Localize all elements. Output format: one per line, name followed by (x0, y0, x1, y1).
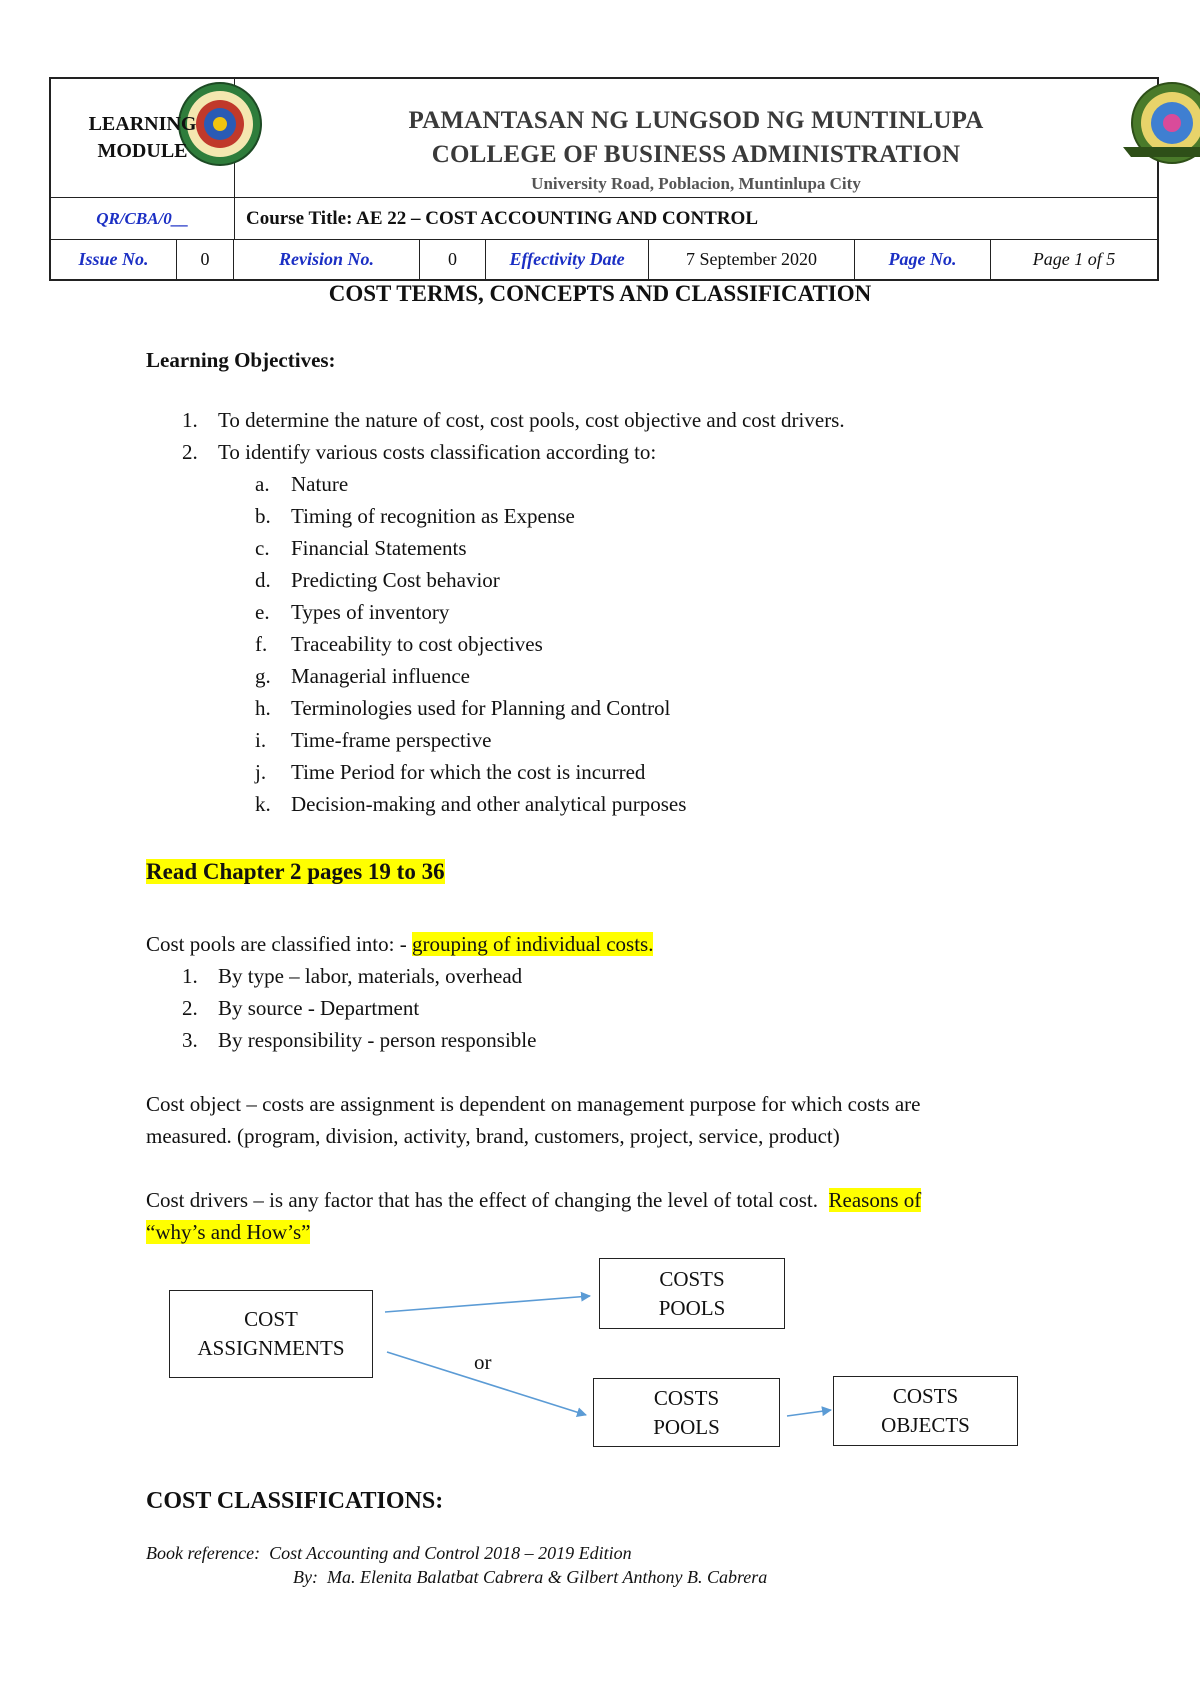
cost-pool-text: By source - Department (218, 996, 420, 1020)
cost-pools-intro-text: Cost pools are classified into: - (146, 932, 412, 956)
cost-pool-text: By responsibility - person responsible (218, 1028, 537, 1052)
cost-drivers-highlight-2: “why’s and How’s” (146, 1220, 311, 1244)
effectivity-label: Effectivity Date (486, 240, 649, 279)
book-authors: By: Ma. Elenita Balatbat Cabrera & Gilbert Anthony B. Cabrera (293, 1567, 768, 1587)
costs-pools-bottom-box (593, 1378, 780, 1447)
objectives-heading: Learning Objectives: (146, 348, 336, 372)
course-title-cell: Course Title: AE 22 – COST ACCOUNTING AND CONTROL (246, 208, 759, 229)
cost-pool-number: 3. (182, 1028, 198, 1052)
sub-objective-letter: e. (255, 600, 270, 624)
cost-classifications-heading: COST CLASSIFICATIONS: (146, 1488, 444, 1514)
sub-objective-text: Timing of recognition as Expense (291, 504, 575, 528)
sub-objective-text: Time-frame perspective (291, 728, 492, 752)
costs-objects-label: COSTS OBJECTS (881, 1384, 970, 1437)
costs-pools-top-box (599, 1258, 785, 1329)
objective-text: To identify various costs classification according to: (218, 440, 657, 464)
sub-objective-letter: f. (255, 632, 268, 656)
cost-object-line-1: Cost object – costs are assignment is dependent on management purpose for which costs are (146, 1092, 921, 1116)
cost-object-line-2: measured. (program, division, activity, brand, customers, project, service, product) (146, 1124, 840, 1148)
sub-objective-text: Terminologies used for Planning and Control (291, 696, 671, 720)
read-chapter-highlight: Read Chapter 2 pages 19 to 36 (146, 859, 445, 884)
cost-pool-number: 2. (182, 996, 198, 1020)
sub-objective-text: Managerial influence (291, 664, 470, 688)
college-name: COLLEGE OF BUSINESS ADMINISTRATION (431, 141, 961, 168)
arrow-assignments-to-pools-top (385, 1296, 590, 1312)
page-value: Page 1 of 5 (1032, 249, 1116, 269)
cost-drivers-highlight-1: Reasons of (828, 1188, 922, 1212)
sub-objective-text: Predicting Cost behavior (291, 568, 500, 592)
cost-drivers-text: Cost drivers – is any factor that has the effect of changing the level of total cost. (146, 1188, 829, 1212)
cost-pool-number: 1. (182, 964, 198, 988)
effectivity-value: 7 September 2020 (649, 240, 855, 279)
arrow-pools-to-objects (787, 1410, 831, 1416)
university-address: University Road, Poblacion, Muntinlupa City (531, 174, 861, 193)
sub-objective-text: Time Period for which the cost is incurred (291, 760, 646, 784)
cost-assignments-box (169, 1290, 373, 1378)
cost-pool-text: By type – labor, materials, overhead (218, 964, 523, 988)
sub-objective-text: Decision-making and other analytical purposes (291, 792, 687, 816)
objective-text: To determine the nature of cost, cost pools, cost objective and cost drivers. (218, 408, 845, 432)
sub-objective-letter: i. (255, 728, 267, 752)
page-label: Page No. (855, 240, 991, 279)
sub-objective-text: Financial Statements (291, 536, 467, 560)
revision-value: 0 (420, 240, 486, 279)
sub-objective-letter: d. (255, 568, 271, 592)
sub-objective-letter: b. (255, 504, 271, 528)
college-seal-right-icon (1117, 81, 1200, 167)
costs-pools-bottom-label: COSTS POOLS (653, 1385, 720, 1439)
costs-pools-top-label: COSTS POOLS (658, 1266, 726, 1320)
sub-objective-letter: k. (255, 792, 271, 816)
issue-value: 0 (177, 240, 234, 279)
sub-objective-text: Types of inventory (291, 600, 450, 624)
sub-objective-letter: j. (255, 760, 267, 784)
objective-number: 2. (182, 440, 198, 464)
objective-number: 1. (182, 408, 198, 432)
sub-objective-letter: g. (255, 664, 271, 688)
issue-label: Issue No. (51, 240, 177, 279)
or-label: or (474, 1350, 492, 1374)
sub-objective-text: Nature (291, 472, 349, 496)
sub-objective-letter: a. (255, 472, 270, 496)
costs-objects-box (833, 1376, 1018, 1446)
university-name: PAMANTASAN NG LUNGSOD NG MUNTINLUPA (408, 107, 984, 134)
sub-objective-letter: h. (255, 696, 271, 720)
cost-pools-highlight: grouping of individual costs. (411, 932, 654, 956)
learning-module-label: LEARNING MODULE (88, 113, 197, 162)
document-title: COST TERMS, CONCEPTS AND CLASSIFICATION (328, 281, 872, 306)
book-reference: Book reference: Cost Accounting and Control 2018 – 2019 Edition (146, 1543, 632, 1563)
qr-code-cell: QR/CBA/0__ (51, 198, 235, 239)
sub-objective-letter: c. (255, 536, 270, 560)
revision-label: Revision No. (234, 240, 420, 279)
cost-assignments-label: COST ASSIGNMENTS (197, 1307, 345, 1360)
sub-objective-text: Traceability to cost objectives (291, 632, 543, 656)
